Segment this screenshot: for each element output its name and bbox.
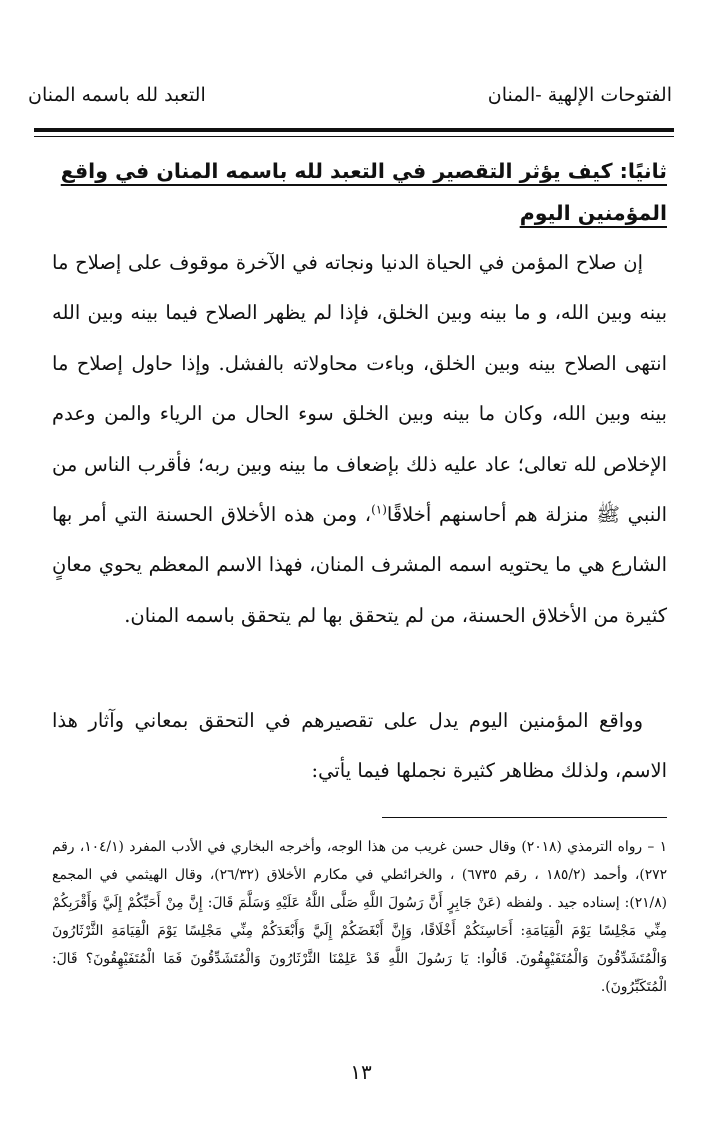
footnote-reference[interactable]: (١) bbox=[371, 502, 387, 517]
section-heading bbox=[57, 150, 667, 234]
page-number: ١٣ bbox=[350, 1060, 372, 1084]
paragraph-2 bbox=[52, 696, 667, 797]
footnote-separator bbox=[382, 817, 667, 818]
footnote-1: ١ – رواه الترمذي (٢٠١٨) وقال حسن غريب من هذا الوجه، وأخرجه البخاري في الأدب المفرد (١٠٤/١، رقم ٢٧٢)، وأحمد (١٨٥/٢ ، رقم ٦٧٣٥) ، والخرائطي في مكارم الأخلاق (٢٦/٣٢)، وقال الهيثمي في المجمع (٢١/٨): إسناده جيد . ولفظه (عَنْ جَابِرٍ أَنَّ رَسُولَ اللَّهِ صَلَّى اللَّهُ عَلَيْهِ وَسَلَّمَ قَالَ: إِنَّ مِنْ أَحَبِّكُمْ إِلَيَّ وَأَقْرَبِكُمْ مِنِّي مَجْلِسًا يَوْمَ الْقِيَامَةِ: أَحَاسِنَكُمْ أَخْلَاقًا، وَإِنَّ أَبْغَضَكُمْ إِلَيَّ وَأَبْعَدَكُمْ مِنِّي مَجْلِسًا يَوْمَ الْقِيَامَةِ الثَّرْثَارُونَ وَالْمُتَشَدِّقُونَ وَالْمُتَفَيْهِقُونَ. قَالُوا: يَا رَسُولَ اللَّهِ قَدْ عَلِمْنَا الثَّرْثَارُونَ وَالْمُتَشَدِّقُونَ فَمَا الْمُتَفَيْهِقُونَ؟ قَالَ: الْمُتَكَبِّرُونَ). bbox=[52, 839, 667, 995]
paragraph-1 bbox=[52, 238, 667, 641]
paragraph-1-text: إن صلاح المؤمن في الحياة الدنيا ونجاته في الآخرة موقوف على إصلاح ما بينه وبين الله، و ما بينه وبين الخلق، فإذا لم يظهر الصلاح فيما بينه وبين الله انتهى الصلاح بينه وبين الخلق، وباءت محاولاته بالفشل. وإذا حاول إصلاح ما بينه وبين الله، وكان ما بينه وبين الخلق سوء الحال من الرياء والمن وعدم الإخلاص لله تعالى؛ عاد عليه ذلك بإضعاف ما بينه وبين ربه؛ فأقرب الناس من النبي ﷺ منزلة هم أحاسنهم أخلاقًا bbox=[52, 251, 668, 527]
chapter-title: التعبد لله باسمه المنان bbox=[28, 84, 206, 106]
section-heading-text: ثانيًا: كيف يؤثر التقصير في التعبد لله باسمه المنان في واقع المؤمنين اليوم bbox=[60, 159, 667, 225]
paragraph-1-text-after: ، ومن هذه الأخلاق الحسنة التي أمر بها الشارع هي ما يحتويه اسمه المشرف المنان، فهذا الاسم المعظم يحوي معانٍ كثيرة من الأخلاق الحسنة، من لم يتحقق بها لم يتحقق باسمه المنان. bbox=[52, 503, 667, 627]
paragraph-2-text: وواقع المؤمنين اليوم يدل على تقصيرهم في التحقق بمعاني وآثار هذا الاسم، ولذلك مظاهر كثيرة نجملها فيما يأتي: bbox=[52, 709, 667, 783]
header-rule-thick bbox=[34, 128, 674, 132]
running-header bbox=[28, 84, 672, 114]
header-rule-thin bbox=[34, 136, 674, 137]
book-title: الفتوحات الإلهية -المنان bbox=[487, 84, 672, 106]
